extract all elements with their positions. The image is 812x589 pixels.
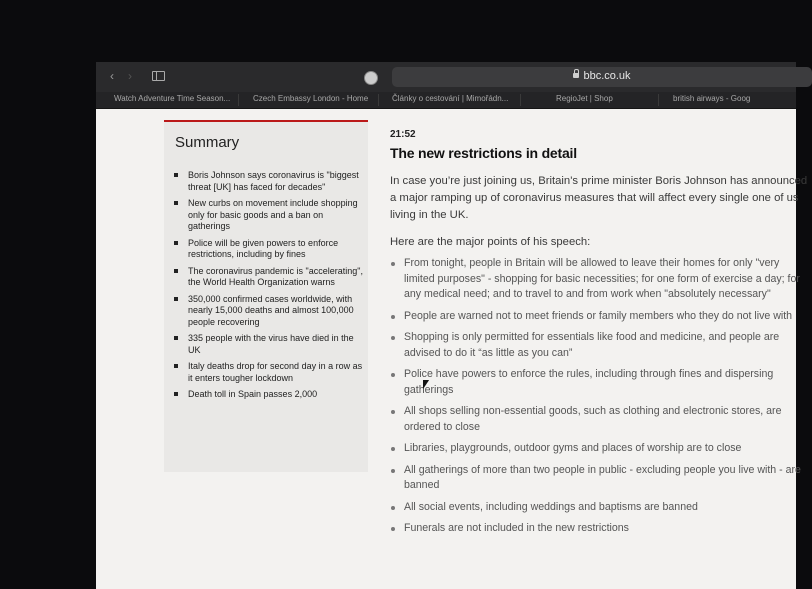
lock-icon [573, 73, 579, 78]
restrictions-list [390, 256, 810, 537]
summary-item: Police will be given powers to enforce restrictions, including by fines [174, 238, 364, 261]
bullet-icon [391, 469, 395, 473]
post-timestamp: 21:52 [390, 129, 416, 140]
list-item: All gatherings of more than two people in public - excluding people you live with - are banned [390, 463, 810, 494]
extension-icon[interactable] [364, 71, 378, 85]
summary-panel [164, 120, 368, 472]
sidebar-icon [152, 71, 165, 81]
address-bar[interactable] [392, 67, 812, 87]
mouse-cursor-icon [423, 380, 431, 392]
bullet-icon [174, 173, 178, 177]
summary-item: New curbs on movement include shopping only for basic goods and a ban on gatherings [174, 198, 364, 233]
bullet-icon [174, 336, 178, 340]
intro-paragraph: In case you’re just joining us, Britain's prime minister Boris Johnson has announced a major ramping up of coronavirus measures that will affect every single one of us living in the UK. [390, 175, 808, 221]
bookmark-item[interactable]: british airways - Goog [673, 94, 751, 103]
bullet-icon [391, 506, 395, 510]
summary-item: Death toll in Spain passes 2,000 [174, 389, 364, 401]
list-item: People are warned not to meet friends or family members who they do not live with [390, 309, 810, 325]
forward-button[interactable]: › [128, 69, 132, 83]
summary-item: Boris Johnson says coronavirus is "biggest threat [UK] has faced for decades" [174, 170, 364, 193]
points-intro: Here are the major points of his speech: [390, 236, 591, 248]
bookmark-item[interactable]: Články o cestování | Mimořádn... [392, 94, 509, 103]
list-item: Libraries, playgrounds, outdoor gyms and places of worship are to close [390, 441, 810, 457]
bookmark-divider [238, 94, 239, 106]
bookmark-divider [658, 94, 659, 106]
url-text: bbc.co.uk [583, 70, 631, 82]
laptop-screen [96, 62, 808, 582]
summary-item: Italy deaths drop for second day in a row as it enters tougher lockdown [174, 361, 364, 384]
post-headline: The new restrictions in detail [390, 145, 577, 161]
bookmark-divider [378, 94, 379, 106]
bookmark-item[interactable]: RegioJet | Shop [556, 94, 613, 103]
page-content [96, 109, 808, 589]
summary-title: Summary [175, 134, 240, 151]
bullet-icon [174, 364, 178, 368]
bullet-icon [391, 410, 395, 414]
sidebar-toggle-button[interactable] [146, 68, 170, 84]
list-item: Funerals are not included in the new restrictions [390, 521, 810, 537]
bullet-icon [391, 315, 395, 319]
list-item: All social events, including weddings and baptisms are banned [390, 500, 810, 516]
bullet-icon [174, 392, 178, 396]
summary-item: The coronavirus pandemic is "accelerating", the World Health Organization warns [174, 266, 364, 289]
bullet-icon [174, 241, 178, 245]
bullet-icon [174, 269, 178, 273]
list-item: All shops selling non-essential goods, such as clothing and electronic stores, are ordered to close [390, 404, 810, 435]
summary-item: 335 people with the virus have died in the UK [174, 333, 364, 356]
summary-list [174, 170, 364, 406]
bullet-icon [391, 447, 395, 451]
bookmark-item[interactable]: Watch Adventure Time Season... [114, 94, 231, 103]
bullet-icon [391, 262, 395, 266]
bullet-icon [391, 527, 395, 531]
bookmark-item[interactable]: Czech Embassy London - Home [253, 94, 369, 103]
browser-toolbar [96, 62, 796, 93]
bookmark-divider [520, 94, 521, 106]
bullet-icon [391, 336, 395, 340]
list-item: Shopping is only permitted for essentials like food and medicine, and people are advised to do it “as little as you can” [390, 330, 810, 361]
bullet-icon [174, 201, 178, 205]
summary-item: 350,000 confirmed cases worldwide, with nearly 15,000 deaths and almost 100,000 people recovering [174, 294, 364, 329]
bullet-icon [391, 373, 395, 377]
back-button[interactable]: ‹ [110, 69, 114, 83]
list-item: Police have powers to enforce the rules, including through fines and dispersing gatherings [390, 367, 810, 398]
list-item: From tonight, people in Britain will be allowed to leave their homes for only "very limited purposes" - shopping for basic necessities; for one form of exercise a day; for any medical need; and to travel to and from work when "absolutely necessary" [390, 256, 810, 303]
bookmarks-bar [96, 92, 796, 109]
bullet-icon [174, 297, 178, 301]
article-body [390, 129, 810, 543]
